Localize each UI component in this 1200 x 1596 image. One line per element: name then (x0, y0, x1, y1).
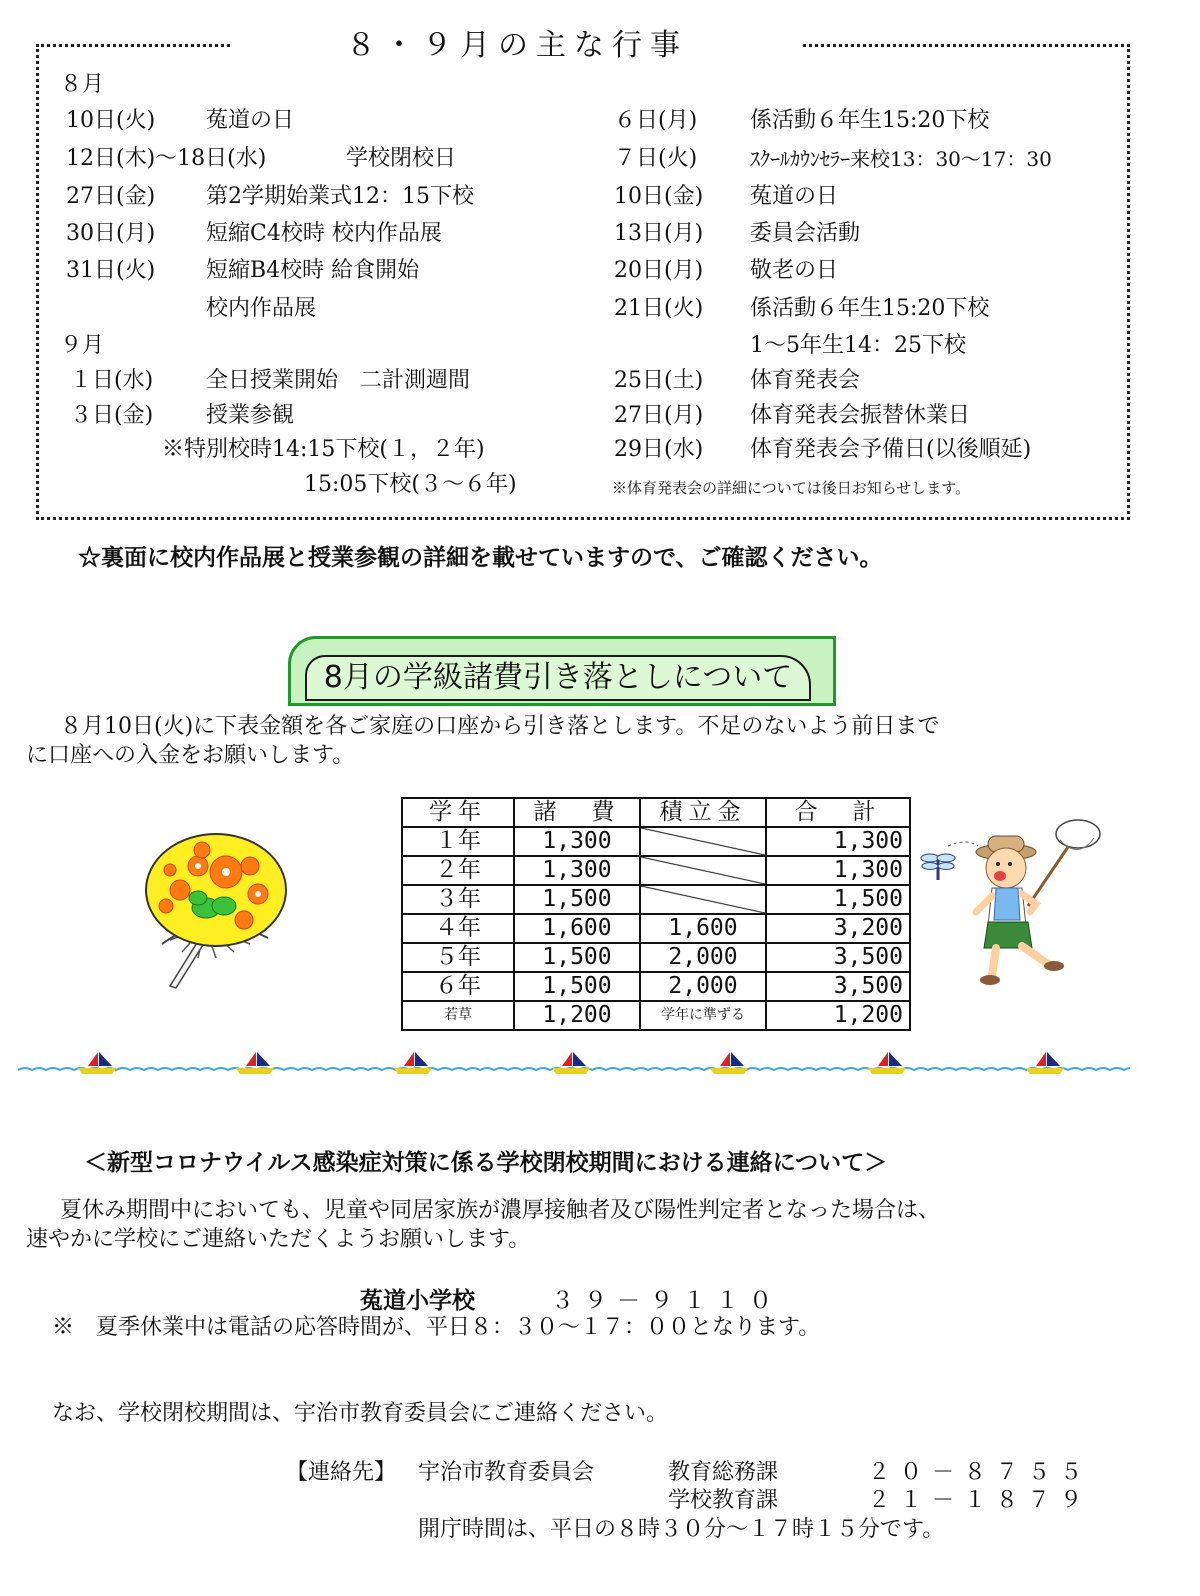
event-text: 校内作品展 (206, 296, 317, 321)
fees-paragraph-line1: ８月10日(火)に下表金額を各ご家庭の口座から引き落とします。不足のないよう前日まで (60, 714, 940, 739)
event-date: 13日(月) (614, 221, 704, 246)
event-date: 27日(月) (614, 403, 704, 428)
event-date: 10日(火) (66, 108, 156, 133)
event-date: 10日(金) (614, 184, 704, 209)
sep-label: ９月 (60, 333, 105, 358)
table-row (402, 1001, 910, 1030)
total-cell: 3,500 (766, 943, 910, 972)
fees-table (401, 797, 911, 1031)
dept1-phone: ２０－８７５５ (868, 1460, 1093, 1485)
dept2-phone: ２１－１８７９ (868, 1488, 1093, 1513)
event-date: ３日(金) (70, 403, 154, 428)
fee-cell: 1,500 (514, 943, 640, 972)
grade-cell: ４年 (402, 914, 514, 943)
fee-cell: 1,200 (514, 1001, 640, 1030)
event-note: 15:05下校(３～６年) (304, 472, 517, 497)
table-row (402, 856, 910, 885)
contact-label: 【連絡先】 (286, 1460, 397, 1485)
fees-banner (288, 636, 836, 706)
grade-cell: 若草 (402, 1001, 514, 1030)
corona-paragraph-line1: 夏休み期間中においても、児童や同居家族が濃厚接触者及び陽性判定者となった場合は、 (60, 1198, 941, 1223)
event-text: 体育発表会予備日(以後順延) (750, 437, 1032, 462)
board-name: 宇治市教育委員会 (418, 1460, 595, 1485)
savings-cell-empty (640, 885, 766, 914)
column-header: 学年 (402, 798, 514, 827)
fees-banner-title: 8月の学級諸費引き落としについて (305, 655, 811, 701)
total-cell: 3,500 (766, 972, 910, 1001)
savings-cell: 学年に準ずる (640, 1001, 766, 1030)
event-date: 30日(月) (66, 221, 156, 246)
event-text: 短縮B4校時 給食開始 (206, 258, 420, 283)
event-date: 27日(金) (66, 184, 156, 209)
event-text: 体育発表会振替休業日 (750, 403, 971, 428)
sailboat-icon (710, 1052, 748, 1074)
closure-note: なお、学校閉校期間は、宇治市教育委員会にご連絡ください。 (52, 1401, 669, 1426)
fee-cell: 1,300 (514, 856, 640, 885)
fee-cell: 1,500 (514, 972, 640, 1001)
event-text: ｽｸｰﾙｶｳﾝｾﾗｰ来校13：30～17：30 (750, 147, 1052, 171)
event-date: 20日(月) (614, 258, 704, 283)
sailboat-icon (78, 1052, 116, 1074)
hours-note: ※ 夏季休業中は電話の応答時間が、平日８：３０～１７：００となります。 (52, 1315, 821, 1340)
boy-with-net-illustration (918, 816, 1108, 986)
event-date: ７日(火) (614, 146, 698, 171)
total-cell: 3,200 (766, 914, 910, 943)
savings-cell: 2,000 (640, 943, 766, 972)
grade-cell: ２年 (402, 856, 514, 885)
event-date: １日(水) (70, 368, 154, 393)
column-header: 積立金 (640, 798, 766, 827)
school-contact (360, 1282, 782, 1315)
corona-title: ＜新型コロナウイルス感染症対策に係る学校閉校期間における連絡について＞ (84, 1149, 888, 1176)
table-row (402, 914, 910, 943)
savings-cell: 2,000 (640, 972, 766, 1001)
event-date: 25日(土) (614, 368, 704, 393)
fees-paragraph-line2: に口座への入金をお願いします。 (26, 743, 355, 768)
sailboat-icon (1026, 1052, 1064, 1074)
sailboat-icon (236, 1052, 274, 1074)
fan-illustration (140, 826, 290, 990)
event-date: 12日(木)～18日(水) (66, 146, 267, 171)
corona-paragraph-line2: 速やかに学校にご連絡いただくようお願いします。 (26, 1227, 531, 1252)
event-text: 第2学期始業式12：15下校 (206, 184, 474, 209)
event-text: 全日授業開始 二計測週間 (206, 368, 471, 393)
dragonfly-icon (921, 854, 955, 880)
events-title: ８・９月の主な行事 (232, 26, 802, 66)
total-cell: 1,300 (766, 856, 910, 885)
table-row (402, 972, 910, 1001)
total-cell: 1,500 (766, 885, 910, 914)
event-date: 29日(水) (614, 437, 704, 462)
table-header-row (402, 798, 910, 827)
savings-cell-empty (640, 856, 766, 885)
grade-cell: ５年 (402, 943, 514, 972)
table-row (402, 827, 910, 856)
grade-cell: １年 (402, 827, 514, 856)
table-row (402, 885, 910, 914)
fee-cell: 1,300 (514, 827, 640, 856)
fee-cell: 1,500 (514, 885, 640, 914)
event-date: 21日(火) (614, 296, 704, 321)
event-text: 体育発表会 (750, 368, 861, 393)
column-header: 諸 費 (514, 798, 640, 827)
back-page-notice: ☆裏面に校内作品展と授業参観の詳細を載せていますので、ご確認ください。 (78, 544, 883, 571)
event-text: 委員会活動 (750, 221, 861, 246)
event-text: 敬老の日 (750, 258, 839, 283)
table-row (402, 943, 910, 972)
event-text: 1～5年生14：25下校 (750, 333, 966, 358)
column-header: 合 計 (766, 798, 910, 827)
event-note: ※特別校時14:15下校(１，２年) (162, 437, 485, 462)
event-text: 菟道の日 (206, 108, 295, 133)
event-text: 係活動６年生15:20下校 (750, 296, 990, 321)
event-text: 短縮C4校時 校内作品展 (206, 221, 442, 246)
sailboat-icon (868, 1052, 906, 1074)
office-hours: 開庁時間は、平日の８時３０分～１７時１５分です。 (418, 1517, 945, 1542)
aug-label: ８月 (60, 72, 105, 97)
total-cell: 1,300 (766, 827, 910, 856)
grade-cell: ６年 (402, 972, 514, 1001)
savings-cell-empty (640, 827, 766, 856)
event-text: 学校閉校日 (346, 146, 457, 171)
event-date: 31日(火) (66, 258, 156, 283)
event-date: ６日(月) (614, 108, 698, 133)
sailboat-icon (552, 1052, 590, 1074)
school-name: 菟道小学校 (360, 1287, 475, 1314)
dept2-name: 学校教育課 (668, 1488, 779, 1513)
fee-cell: 1,600 (514, 914, 640, 943)
wave-divider (18, 1050, 1130, 1076)
event-note: ※体育発表会の詳細については後日お知らせします。 (612, 479, 971, 497)
event-text: 菟道の日 (750, 184, 839, 209)
grade-cell: ３年 (402, 885, 514, 914)
dept1-name: 教育総務課 (668, 1460, 779, 1485)
school-phone: ３９－９１１０ (551, 1288, 783, 1314)
total-cell: 1,200 (766, 1001, 910, 1030)
sailboat-icon (394, 1052, 432, 1074)
savings-cell: 1,600 (640, 914, 766, 943)
event-text: 授業参観 (206, 403, 295, 428)
event-text: 係活動６年生15:20下校 (750, 108, 990, 133)
